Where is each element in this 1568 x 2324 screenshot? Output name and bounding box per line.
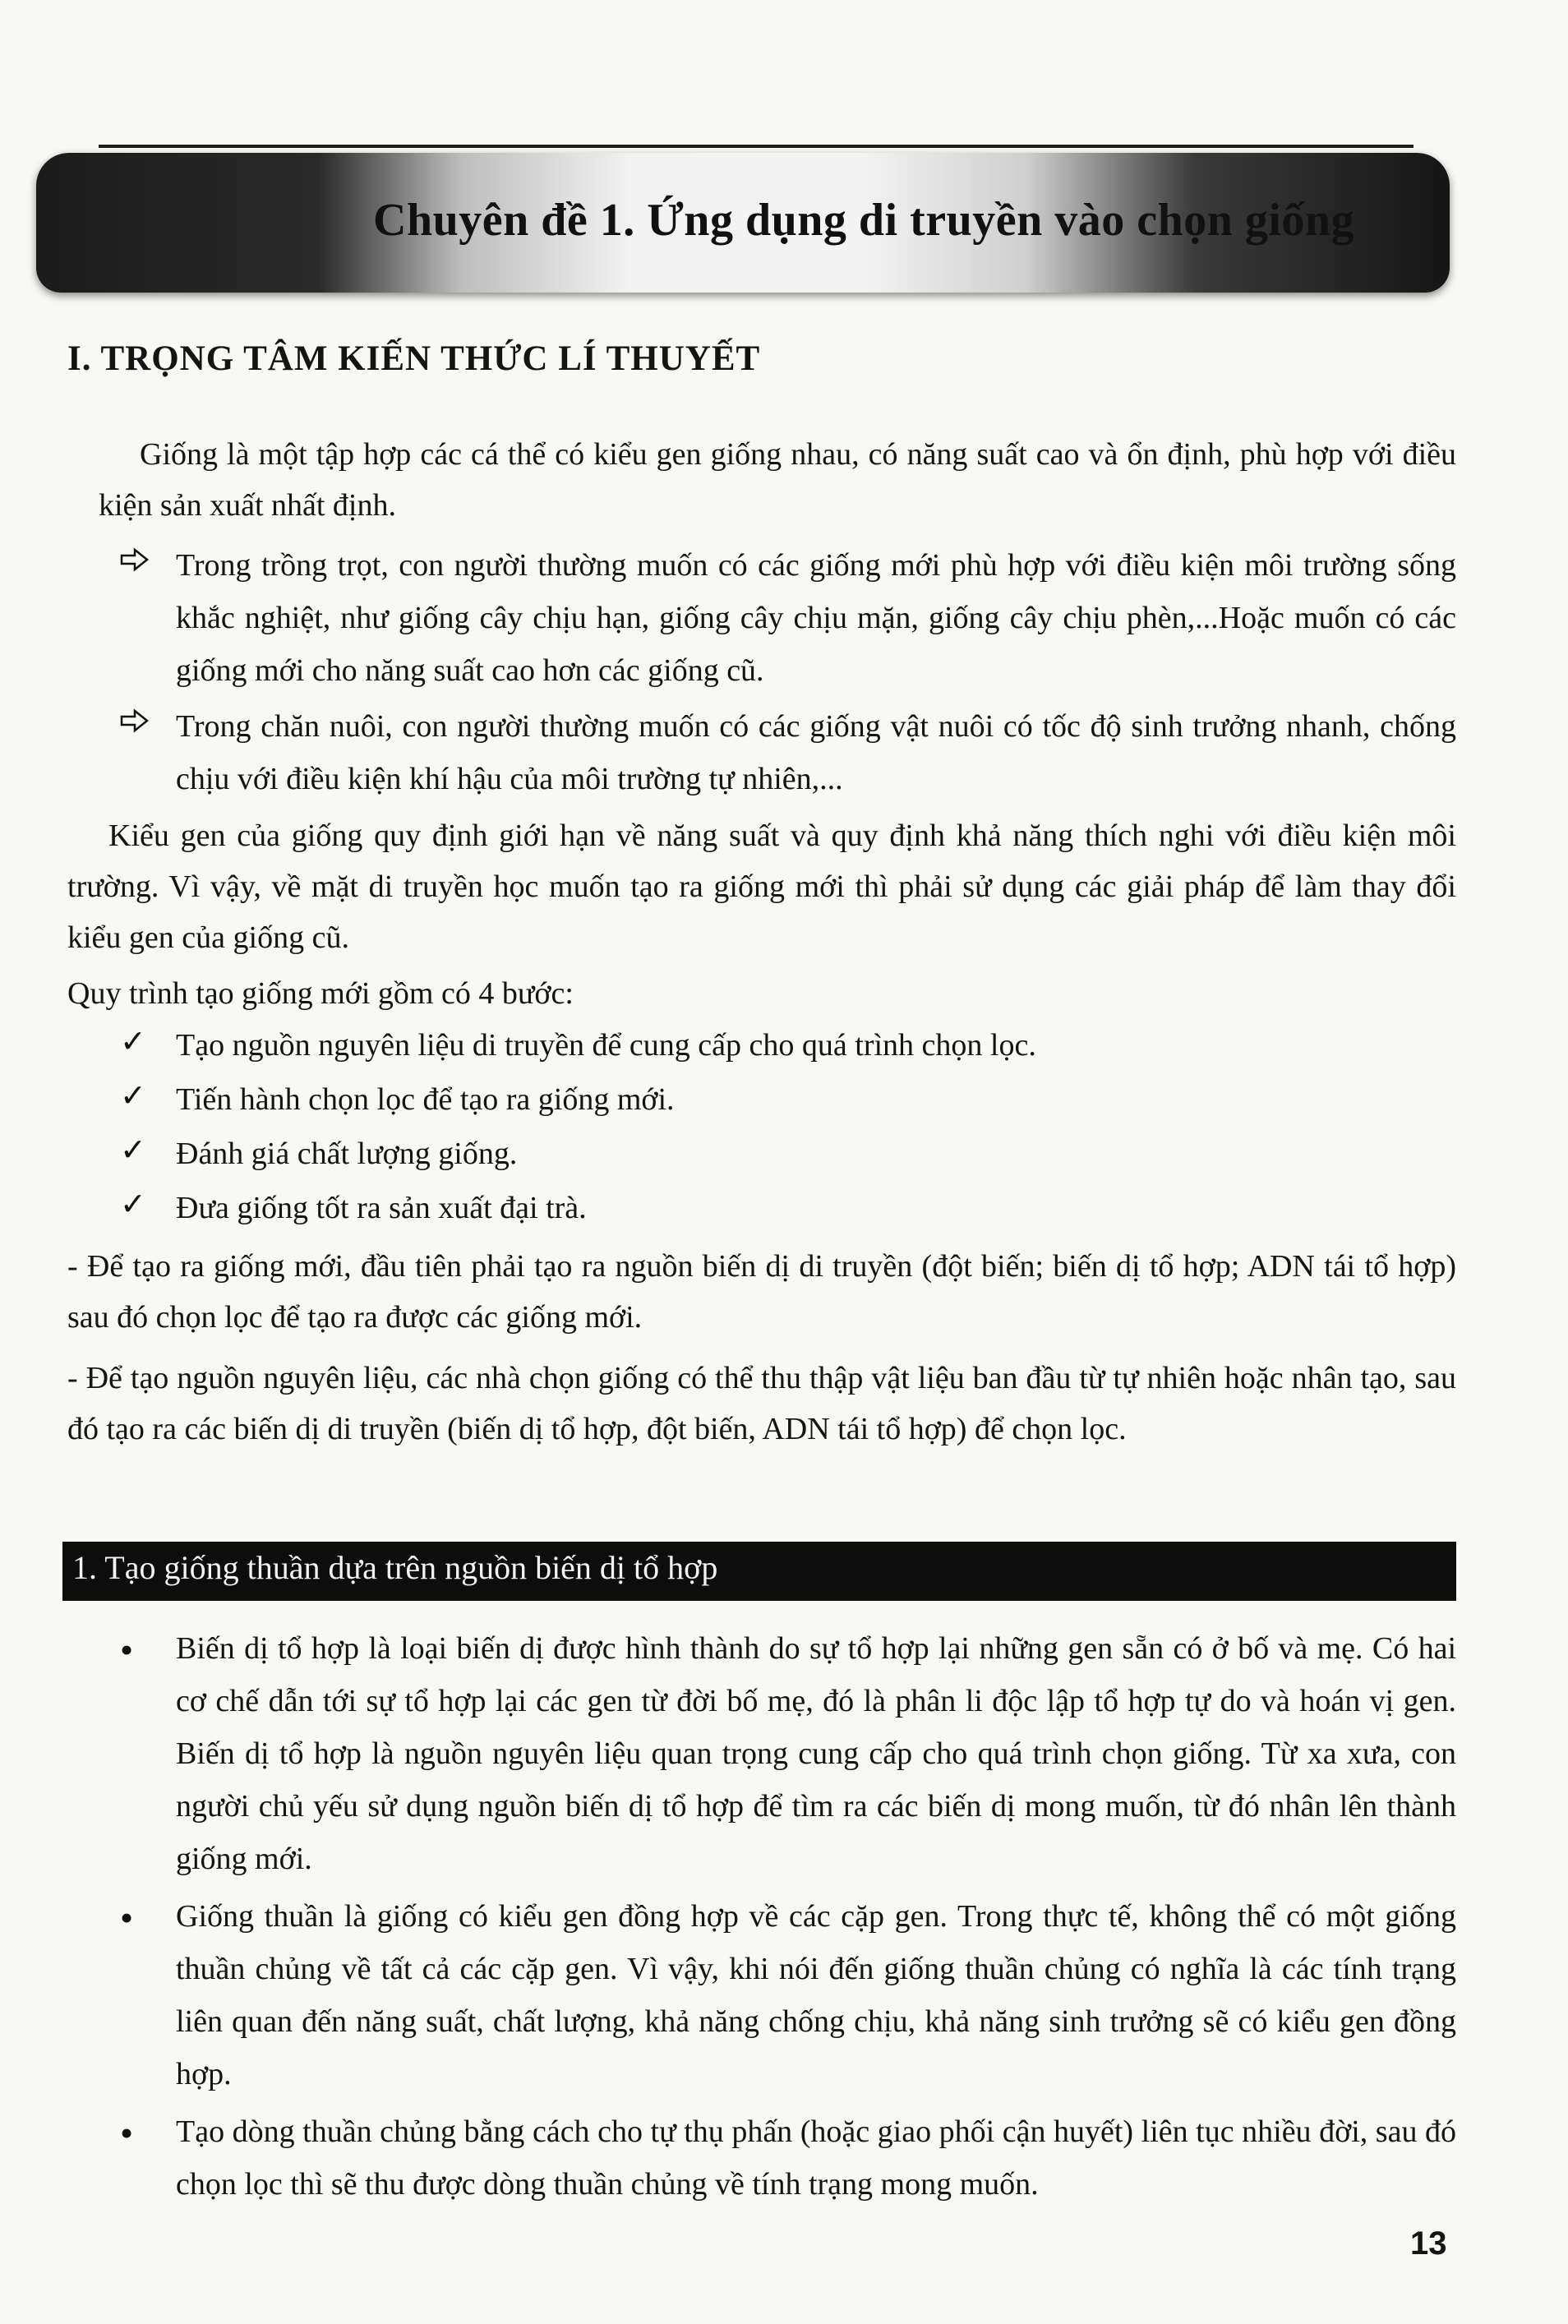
- bullet-dot-icon: •: [120, 1629, 134, 1671]
- bullet-dot-icon: •: [120, 2112, 134, 2154]
- dash-item: - Để tạo ra giống mới, đầu tiên phải tạo ra nguồn biến dị di truyền (đột biến; biến dị tổ hợp; ADN tái tổ hợp) sau đó chọn lọc để tạo ra được các giống mới.: [67, 1249, 1456, 1335]
- bullet-dot-icon: •: [120, 1897, 134, 1939]
- hollow-right-arrow-icon: [120, 708, 150, 733]
- chapter-banner: [36, 153, 1450, 293]
- arrow-item-livestock: Trong chăn nuôi, con người thường muốn có các giống vật nuôi có tốc độ sinh trưởng nhanh, chống chịu với điều kiện khí hậu của môi trường tự nhiên,...: [176, 709, 1456, 796]
- section-heading: I. TRỌNG TÂM KIẾN THỨC LÍ THUYẾT: [67, 339, 761, 378]
- genotype-paragraph: Kiểu gen của giống quy định giới hạn về năng suất và quy định khả năng thích nghi với điều kiện môi trường. Vì vậy, về mặt di truyền học muốn tạo ra giống mới thì phải sử dụng các giải pháp để làm thay đổi kiểu gen của giống cũ.: [67, 818, 1456, 955]
- chapter-title: Chuyên đề 1. Ứng dụng di truyền vào chọn giống: [373, 195, 1355, 246]
- subsection-heading: 1. Tạo giống thuần dựa trên nguồn biến dị tổ hợp: [72, 1549, 718, 1586]
- process-intro: Quy trình tạo giống mới gồm có 4 bước:: [67, 976, 574, 1011]
- intro-paragraph: Giống là một tập hợp các cá thể có kiểu gen giống nhau, có năng suất cao và ổn định, phù hợp với điều kiện sản xuất nhất định.: [99, 437, 1456, 523]
- banner-divider: [99, 145, 1414, 148]
- step-item: Tiến hành chọn lọc để tạo ra giống mới.: [176, 1082, 675, 1117]
- step-item: Đưa giống tốt ra sản xuất đại trà.: [176, 1191, 587, 1225]
- step-item: Tạo nguồn nguyên liệu di truyền để cung cấp cho quá trình chọn lọc.: [176, 1028, 1036, 1063]
- bullet-item: Tạo dòng thuần chủng bằng cách cho tự thụ phấn (hoặc giao phối cận huyết) liên tục nhiều đời, sau đó chọn lọc thì sẽ thu được dòng thuần chủng về tính trạng mong muốn.: [176, 2114, 1456, 2202]
- subsection-heading-bar: [62, 1542, 1456, 1601]
- hollow-right-arrow-icon: [120, 547, 150, 572]
- bullet-item: Biến dị tổ hợp là loại biến dị được hình thành do sự tổ hợp lại những gen sẵn có ở bố và mẹ. Có hai cơ chế dẫn tới sự tổ hợp lại các gen từ đời bố mẹ, đó là phân li độc lập tổ hợp tự do và hoán vị gen. Biến dị tổ hợp là nguồn nguyên liệu quan trọng cung cấp cho quá trình chọn giống. Từ xa xưa, con người chủ yếu sử dụng nguồn biến dị tổ hợp để tìm ra các biến dị mong muốn, từ đó nhân lên thành giống mới.: [176, 1631, 1456, 1876]
- page-number: 13: [1410, 2225, 1447, 2262]
- checkmark-icon: ✓: [120, 1025, 146, 1059]
- dash-item: - Để tạo nguồn nguyên liệu, các nhà chọn giống có thể thu thập vật liệu ban đầu từ tự nhiên hoặc nhân tạo, sau đó tạo ra các biến dị di truyền (biến dị tổ hợp, đột biến, ADN tái tổ hợp) để chọn lọc.: [67, 1361, 1456, 1446]
- checkmark-icon: ✓: [120, 1079, 146, 1114]
- step-item: Đánh giá chất lượng giống.: [176, 1137, 518, 1171]
- arrow-item-crops: Trong trồng trọt, con người thường muốn có các giống mới phù hợp với điều kiện môi trường sống khắc nghiệt, như giống cây chịu hạn, giống cây chịu mặn, giống cây chịu phèn,...Hoặc muốn có các giống mới cho năng suất cao hơn các giống cũ.: [176, 548, 1456, 688]
- bullet-item: Giống thuần là giống có kiểu gen đồng hợp về các cặp gen. Trong thực tế, không thể có một giống thuần chủng về tất cả các cặp gen. Vì vậy, khi nói đến giống thuần chủng có nghĩa là các tính trạng liên quan đến năng suất, chất lượng, khả năng chống chịu, khả năng sinh trưởng sẽ có kiểu gen đồng hợp.: [176, 1899, 1456, 2091]
- checkmark-icon: ✓: [120, 1187, 146, 1222]
- checkmark-icon: ✓: [120, 1133, 146, 1168]
